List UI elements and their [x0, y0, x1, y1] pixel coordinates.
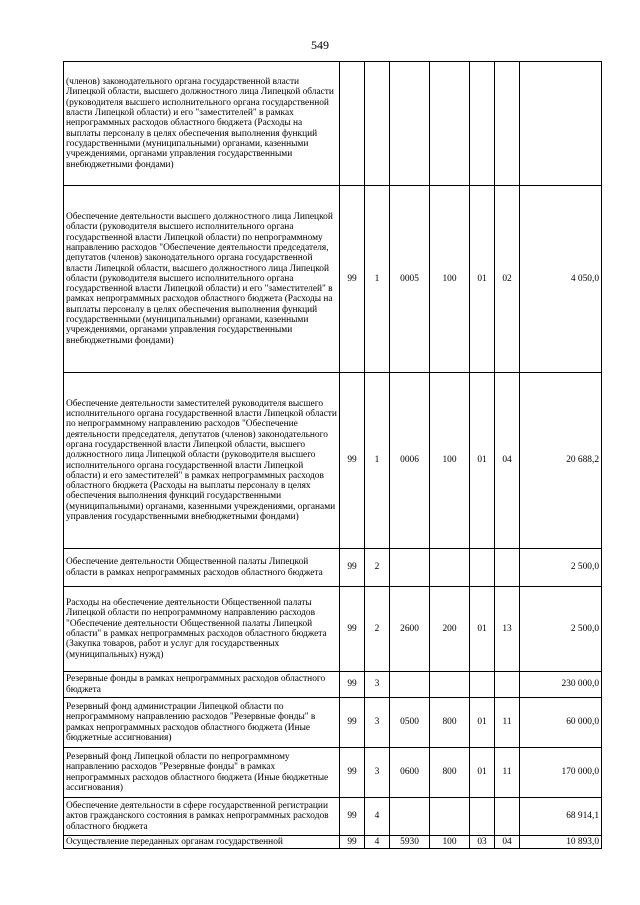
amount: [520, 62, 602, 186]
budget-table: [63, 61, 602, 849]
code-subprogram: 2: [365, 587, 390, 672]
code-subsection: 04: [495, 836, 520, 849]
code-program: 99: [340, 549, 365, 587]
table-row: [64, 698, 602, 748]
row-description: Обеспечение деятельности в сфере государственной регистрации актов гражданского состояния в рамках непрограммных расходов областного бюджета: [64, 798, 340, 836]
amount: 20 688,2: [520, 373, 602, 549]
code-subprogram: 1: [365, 373, 390, 549]
code-subprogram: 3: [365, 748, 390, 798]
code-expense-type: [430, 549, 470, 587]
code-subsection: 11: [495, 698, 520, 748]
code-expense-type: 100: [430, 186, 470, 373]
code-direction: 0500: [390, 698, 430, 748]
code-subprogram: 2: [365, 549, 390, 587]
code-subsection: [495, 549, 520, 587]
table-row: [64, 836, 602, 849]
code-section: 01: [470, 186, 495, 373]
amount: 60 000,0: [520, 698, 602, 748]
code-program: 99: [340, 186, 365, 373]
code-section: 03: [470, 836, 495, 849]
code-section: 01: [470, 587, 495, 672]
code-section: [470, 798, 495, 836]
code-subsection: [495, 62, 520, 186]
code-subsection: 13: [495, 587, 520, 672]
code-program: 99: [340, 798, 365, 836]
code-subsection: [495, 672, 520, 698]
code-subprogram: 4: [365, 798, 390, 836]
code-subprogram: [365, 62, 390, 186]
table-row: [64, 748, 602, 798]
code-program: 99: [340, 836, 365, 849]
code-subprogram: 3: [365, 672, 390, 698]
code-program: 99: [340, 587, 365, 672]
row-description: Обеспечение деятельности высшего должностного лица Липецкой области (руководителя высшего исполнительного органа государственной власти Липецкой области) по непрограммному направлению расходов "Обеспечение деятельности председателя, депутатов (членов) законодательного органа государственной власти Липецкой области, высшего должностного лица Липецкой области (руководителя высшего исполнительного органа государственной власти Липецкой области) и его "заместителей" в рамках непрограммных расходов областного бюджета (Расходы на выплаты персоналу в целях обеспечения выполнения функций государственными (муниципальными) органами, казенными учреждениями, органами управления государственными внебюджетными фондами): [64, 186, 340, 373]
code-section: [470, 672, 495, 698]
row-description: Обеспечение деятельности заместителей руководителя высшего исполнительного органа государственной власти Липецкой области по непрограммному направлению расходов "Обеспечение деятельности председателя, депутатов (членов) законодательного органа государственной власти Липецкой области, высшего должностного лица Липецкой области (руководителя высшего исполнительного органа государственной власти Липецкой области) и его заместителей" в рамках непрограммных расходов областного бюджета (Расходы на выплаты персоналу в целях обеспечения выполнения функций государственными (муниципальными) органами, казенными учреждениями, органами управления государственными внебюджетными фондами): [64, 373, 340, 549]
row-description: (членов) законодательного органа государственной власти Липецкой области, высшего должностного лица Липецкой области (руководителя высшего исполнительного органа государственной власти Липецкой области) и его "заместителей" в рамках непрограммных расходов областного бюджета (Расходы на выплаты персоналу в целях обеспечения выполнения функций государственными (муниципальными) органами, казенными учреждениями, органами управления государственными внебюджетными фондами): [64, 62, 340, 186]
table-row: [64, 798, 602, 836]
code-program: [340, 62, 365, 186]
code-direction: 0600: [390, 748, 430, 798]
code-expense-type: 200: [430, 587, 470, 672]
amount: 4 050,0: [520, 186, 602, 373]
code-subprogram: 4: [365, 836, 390, 849]
row-description: Резервный фонд Липецкой области по непрограммному направлению расходов "Резервные фонды" в рамках непрограммных расходов областного бюджета (Иные бюджетные ассигнования): [64, 748, 340, 798]
table-row: [64, 373, 602, 549]
amount: 10 893,0: [520, 836, 602, 849]
row-description: Расходы на обеспечение деятельности Общественной палаты Липецкой области по непрограммному направлению расходов "Обеспечение деятельности Общественной палаты Липецкой области" в рамках непрограммных расходов областного бюджета (Закупка товаров, работ и услуг для государственных (муниципальных) нужд): [64, 587, 340, 672]
code-direction: 0006: [390, 373, 430, 549]
code-section: 01: [470, 748, 495, 798]
code-section: 01: [470, 373, 495, 549]
code-subprogram: 1: [365, 186, 390, 373]
amount: 230 000,0: [520, 672, 602, 698]
code-subsection: 11: [495, 748, 520, 798]
code-expense-type: 100: [430, 373, 470, 549]
row-description: Резервные фонды в рамках непрограммных расходов областного бюджета: [64, 672, 340, 698]
code-section: 01: [470, 698, 495, 748]
table-row: [64, 587, 602, 672]
code-direction: 2600: [390, 587, 430, 672]
table-row: [64, 62, 602, 186]
amount: 170 000,0: [520, 748, 602, 798]
code-subsection: 02: [495, 186, 520, 373]
code-expense-type: 100: [430, 836, 470, 849]
code-program: 99: [340, 698, 365, 748]
code-expense-type: [430, 798, 470, 836]
amount: 2 500,0: [520, 587, 602, 672]
code-subsection: 04: [495, 373, 520, 549]
amount: 68 914,1: [520, 798, 602, 836]
row-description: Резервный фонд администрации Липецкой области по непрограммному направлению расходов "Резервные фонды" в рамках непрограммных расходов областного бюджета (Иные бюджетные ассигнования): [64, 698, 340, 748]
table-row: [64, 186, 602, 373]
code-direction: [390, 549, 430, 587]
code-expense-type: 800: [430, 698, 470, 748]
code-program: 99: [340, 748, 365, 798]
code-direction: [390, 62, 430, 186]
code-subsection: [495, 798, 520, 836]
row-description: Обеспечение деятельности Общественной палаты Липецкой области в рамках непрограммных расходов областного бюджета: [64, 549, 340, 587]
code-section: [470, 549, 495, 587]
code-expense-type: 800: [430, 748, 470, 798]
code-direction: 5930: [390, 836, 430, 849]
code-expense-type: [430, 672, 470, 698]
code-program: 99: [340, 373, 365, 549]
code-program: 99: [340, 672, 365, 698]
code-expense-type: [430, 62, 470, 186]
code-direction: [390, 672, 430, 698]
code-section: [470, 62, 495, 186]
table-row: [64, 672, 602, 698]
code-direction: [390, 798, 430, 836]
page-number: 549: [311, 38, 329, 52]
table-row: [64, 549, 602, 587]
amount: 2 500,0: [520, 549, 602, 587]
code-direction: 0005: [390, 186, 430, 373]
code-subprogram: 3: [365, 698, 390, 748]
row-description: Осуществление переданных органам государственной: [64, 836, 340, 849]
